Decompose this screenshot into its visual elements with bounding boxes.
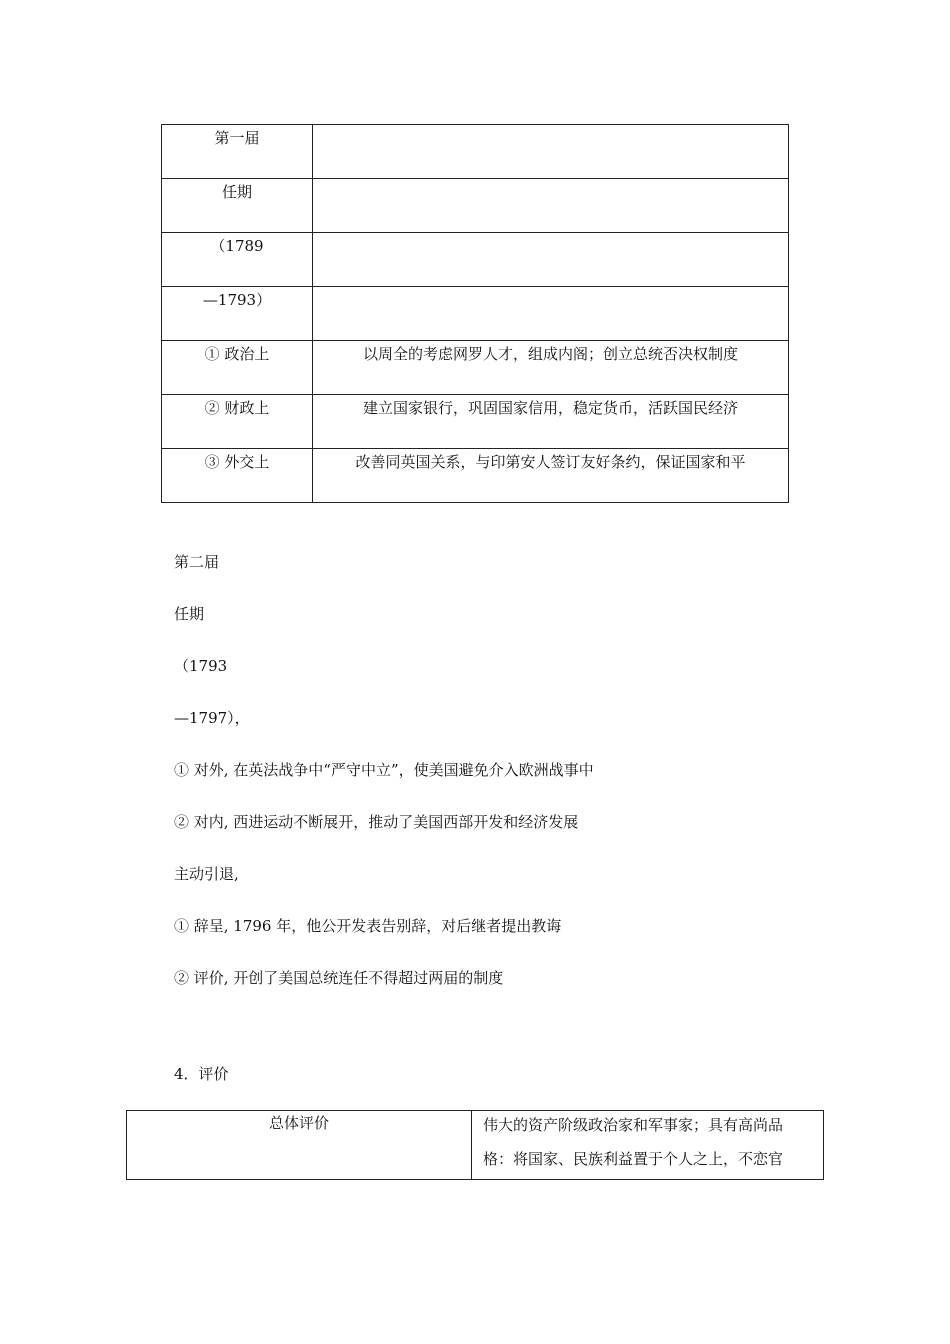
table-cell <box>313 287 789 341</box>
table-cell <box>313 125 789 179</box>
paragraph: —1797）， <box>174 709 250 727</box>
table-row <box>162 449 789 503</box>
table-cell <box>127 1111 472 1180</box>
cell-text <box>313 287 788 291</box>
cell-text-line: 伟大的资产阶级政治家和军事家；具有高尚品 <box>483 1116 784 1134</box>
paragraph: ② 对内, 西进运动不断展开，推动了美国西部开发和经济发展 <box>174 813 579 831</box>
cell-text: 第一届 <box>214 129 260 147</box>
paragraph: ② 评价, 开创了美国总统连任不得超过两届的制度 <box>174 969 504 987</box>
table-cell <box>162 287 313 341</box>
table-cell <box>313 341 789 395</box>
cell-text: ① 政治上 <box>204 345 270 363</box>
table-cell <box>313 395 789 449</box>
table-cell <box>313 179 789 233</box>
cell-text <box>313 179 788 183</box>
section-heading: 4．评价 <box>174 1065 229 1083</box>
paragraph: ① 对外, 在英法战争中“严守中立”，使美国避免介入欧洲战事中 <box>174 761 594 779</box>
table-cell <box>162 179 313 233</box>
evaluation-table <box>126 1110 824 1180</box>
cell-text: 总体评价 <box>268 1114 329 1132</box>
table-row <box>127 1111 824 1180</box>
table-cell <box>472 1111 824 1180</box>
paragraph: （1793 <box>174 657 228 675</box>
table-cell <box>162 341 313 395</box>
table-row <box>162 395 789 449</box>
paragraph: ① 辞呈, 1796 年，他公开发表告别辞，对后继者提出教诲 <box>174 917 562 935</box>
first-term-table <box>161 124 789 503</box>
cell-text: 以周全的考虑网罗人才，组成内阁；创立总统否决权制度 <box>362 345 738 363</box>
cell-text <box>313 125 788 129</box>
table-row <box>162 287 789 341</box>
table-row <box>162 125 789 179</box>
table-cell <box>162 233 313 287</box>
cell-text: ③ 外交上 <box>204 453 270 471</box>
cell-text-line: 格：将国家、民族利益置于个人之上，不恋官 <box>483 1150 784 1168</box>
table-cell <box>162 449 313 503</box>
table-cell <box>162 395 313 449</box>
table-cell <box>162 125 313 179</box>
paragraph: 任期 <box>174 605 205 623</box>
cell-text: ② 财政上 <box>204 399 270 417</box>
cell-text: —1793） <box>202 291 272 309</box>
table-row <box>162 179 789 233</box>
table-cell <box>313 449 789 503</box>
cell-text: 任期 <box>221 183 252 201</box>
table-row <box>162 341 789 395</box>
cell-text: 建立国家银行，巩固国家信用，稳定货币，活跃国民经济 <box>362 399 738 417</box>
paragraph: 主动引退, <box>174 865 239 883</box>
cell-text <box>313 233 788 237</box>
cell-text: （1789 <box>210 237 264 255</box>
first-term-table-body <box>162 125 789 503</box>
cell-text: 改善同英国关系，与印第安人签订友好条约，保证国家和平 <box>355 453 746 471</box>
paragraph: 第二届 <box>174 553 220 571</box>
table-row <box>162 233 789 287</box>
table-cell <box>313 233 789 287</box>
